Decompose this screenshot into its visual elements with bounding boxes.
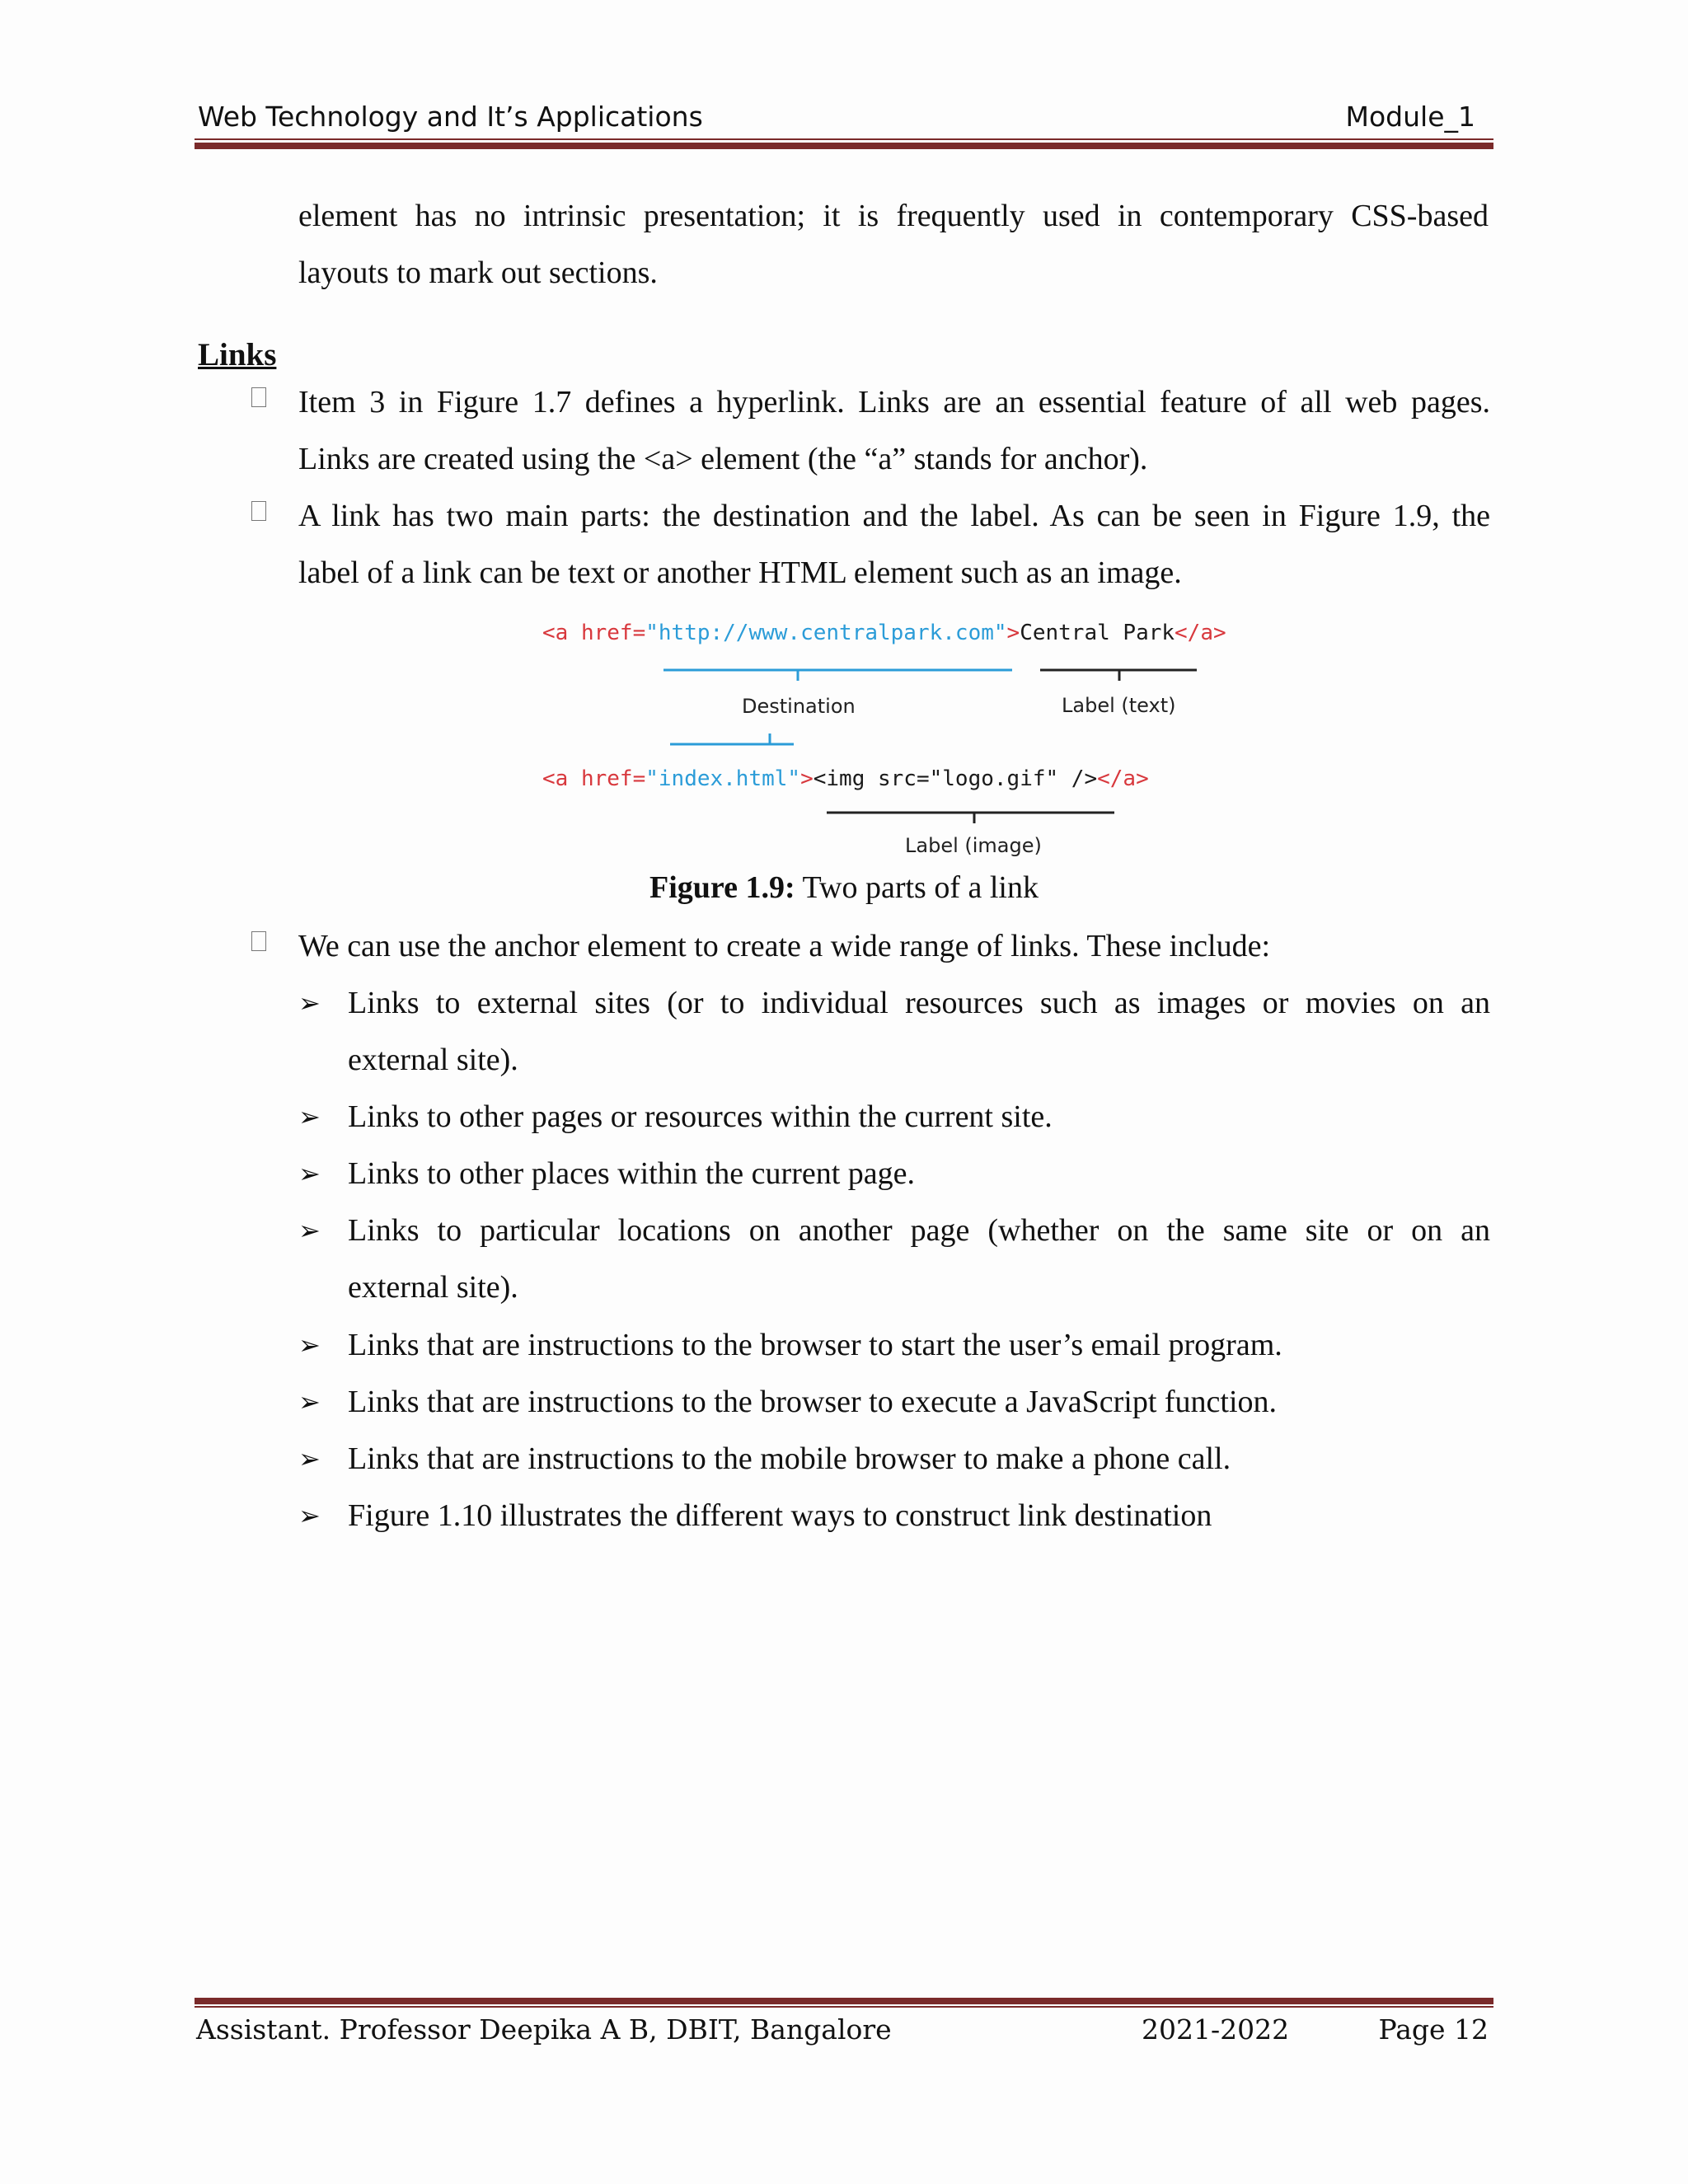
sub-item-line: Figure 1.10 illustrates the different ways to construct link destination — [348, 1498, 1212, 1533]
code-line-2 — [542, 766, 1149, 791]
sub-item-line: external site). — [348, 1270, 518, 1305]
footer-rule-thin — [195, 2006, 1493, 2008]
code-end-tag: </a> — [1175, 621, 1226, 645]
bullet-line: A link has two main parts: the destination and the label. As can be seen in Figure 1.9, the — [298, 499, 1490, 533]
intro-line-2: layouts to mark out sections. — [298, 255, 658, 290]
sub-item-line: Links that are instructions to the browser to execute a JavaScript function. — [348, 1385, 1278, 1419]
arrow-bullet-icon: ➢ — [298, 1500, 321, 1531]
label-image: Label (image) — [905, 834, 1042, 857]
sub-list-item — [298, 1374, 1490, 1431]
code-end-tag: </a> — [1097, 766, 1149, 791]
section-heading: Links — [198, 337, 277, 373]
code-label-text: Central Park — [1020, 621, 1175, 645]
code-close-bracket: > — [1006, 621, 1020, 645]
sub-item-line: Links to other pages or resources within the current site. — [348, 1099, 1053, 1134]
sub-list-item — [298, 1488, 1490, 1544]
sub-item-line: Links to external sites (or to individual resources such as images or movies on an — [348, 986, 1490, 1020]
bullet-item — [251, 918, 1490, 975]
arrow-bullet-icon: ➢ — [298, 1215, 321, 1246]
sub-item-line: external site). — [348, 1043, 518, 1077]
bullet-line: label of a link can be text or another HTML element such as an image. — [298, 555, 1182, 590]
sub-item-line: Links to particular locations on another page (whether on the same site or on an — [348, 1213, 1490, 1248]
footer-rule-thick — [195, 1998, 1493, 2004]
figure-bracket-lines — [0, 0, 1688, 874]
bullet-box-icon — [251, 931, 266, 951]
bullet-line: We can use the anchor element to create a wide range of links. These include: — [298, 929, 1271, 963]
arrow-bullet-icon: ➢ — [298, 1158, 321, 1189]
header-module: Module_1 — [1345, 101, 1475, 133]
sub-list-item — [298, 1431, 1490, 1488]
footer-page-number: Page 12 — [1378, 2013, 1489, 2046]
sub-list-item — [298, 1146, 1490, 1202]
code-url: "index.html" — [645, 766, 801, 791]
sub-list-item — [298, 1202, 1490, 1316]
footer-author: Assistant. Professor Deepika A B, DBIT, Bangalore — [196, 2013, 892, 2046]
code-open-tag: <a href= — [542, 766, 646, 791]
code-open-tag: <a href= — [542, 621, 646, 645]
sub-item-line: Links to other places within the current page. — [348, 1156, 916, 1191]
code-img-element: <img src="logo.gif" /> — [813, 766, 1098, 791]
arrow-bullet-icon: ➢ — [298, 1101, 321, 1132]
intro-line-1: element has no intrinsic presentation; it is frequently used in contemporary CSS-based — [298, 199, 1489, 233]
figure-caption — [0, 869, 1688, 906]
arrow-bullet-icon: ➢ — [298, 1386, 321, 1418]
sub-list-item — [298, 1089, 1490, 1146]
sub-item-line: Links that are instructions to the browser to start the user’s email program. — [348, 1328, 1282, 1362]
label-text: Label (text) — [1062, 694, 1176, 717]
sub-item-line: Links that are instructions to the mobile browser to make a phone call. — [348, 1441, 1231, 1476]
label-destination: Destination — [742, 695, 856, 718]
caption-bold: Figure 1.9: — [649, 870, 795, 905]
arrow-bullet-icon: ➢ — [298, 987, 321, 1019]
arrow-bullet-icon: ➢ — [298, 1329, 321, 1361]
caption-text: Two parts of a link — [795, 870, 1039, 905]
bullet-line: Links are created using the <a> element (the “a” stands for anchor). — [298, 442, 1148, 476]
code-close-bracket: > — [800, 766, 814, 791]
header-title: Web Technology and It’s Applications — [198, 101, 703, 133]
code-url: "http://www.centralpark.com" — [645, 621, 1007, 645]
footer-year: 2021-2022 — [1142, 2013, 1290, 2046]
sub-list-item — [298, 975, 1490, 1089]
sub-list-item — [298, 1317, 1490, 1374]
bullet-line: Item 3 in Figure 1.7 defines a hyperlink. Links are an essential feature of all web pages. — [298, 385, 1490, 419]
arrow-bullet-icon: ➢ — [298, 1443, 321, 1474]
